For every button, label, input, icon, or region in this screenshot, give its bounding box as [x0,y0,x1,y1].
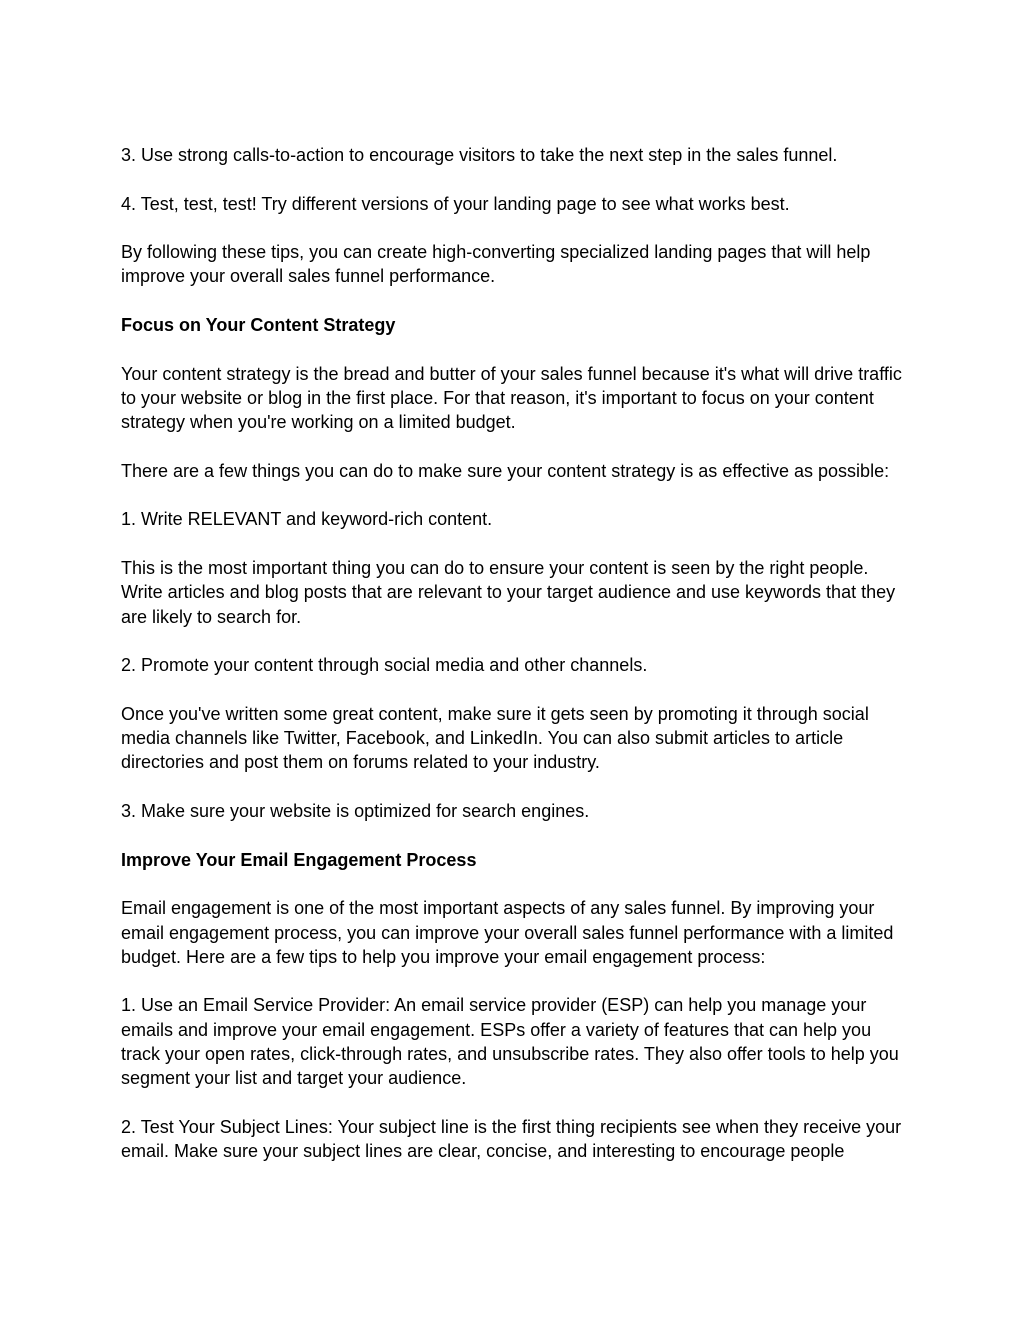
list-item-seo: 3. Make sure your website is optimized for search engines. [121,801,590,822]
paragraph-content-strategy-intro: Your content strategy is the bread and butter of your sales funnel because it's what will drive traffic to your website or blog in the first place. For that reason, it's important to focus on your content strategy when you're working on a limited budget. [121,363,902,433]
list-item-subject-lines: 2. Test Your Subject Lines: Your subject line is the first thing recipients see when they receive your email. Make sure your subject lines are clear, concise, and interesting to encourage people [121,1116,902,1162]
paragraph-email-engagement-intro: Email engagement is one of the most important aspects of any sales funnel. By improving your email engagement process, you can improve your overall sales funnel performance with a limited budget. Here are a few tips to help you improve your email engagement process: [121,898,894,967]
list-item-email-service-provider: 1. Use an Email Service Provider: An email service provider (ESP) can help you manage your emails and improve your email engagement. ESPs offer a variety of features that can help you track your open rates, click-through rates, and unsubscribe rates. They also offer tools to help you segment your list and target your audience. [121,995,899,1089]
paragraph-relevant-content: This is the most important thing you can do to ensure your content is seen by the right people. Write articles and blog posts that are relevant to your target audience and use keywords that they are likely to search for. [121,558,896,627]
paragraph-landing-summary: By following these tips, you can create high-converting specialized landing pages that will help improve your overall sales funnel performance. [121,242,871,287]
paragraph-content-strategy-tips-intro: There are a few things you can do to make sure your content strategy is as effective as possible: [121,460,890,481]
list-item-cta-tip: 3. Use strong calls-to-action to encourage visitors to take the next step in the sales funnel. [121,145,838,165]
list-item-test-tip: 4. Test, test, test! Try different versions of your landing page to see what works best. [121,193,790,214]
paragraph-promote-content: Once you've written some great content, make sure it gets seen by promoting it through social media channels like Twitter, Facebook, and LinkedIn. You can also submit articles to article directories and post them on forums related to your industry. [121,703,869,773]
document-body [121,143,911,1188]
heading-content-strategy: Focus on Your Content Strategy [121,315,396,336]
list-item-promote-content: 2. Promote your content through social media and other channels. [121,655,648,676]
heading-email-engagement: Improve Your Email Engagement Process [121,849,477,870]
list-item-relevant-content: 1. Write RELEVANT and keyword-rich content. [121,509,493,530]
